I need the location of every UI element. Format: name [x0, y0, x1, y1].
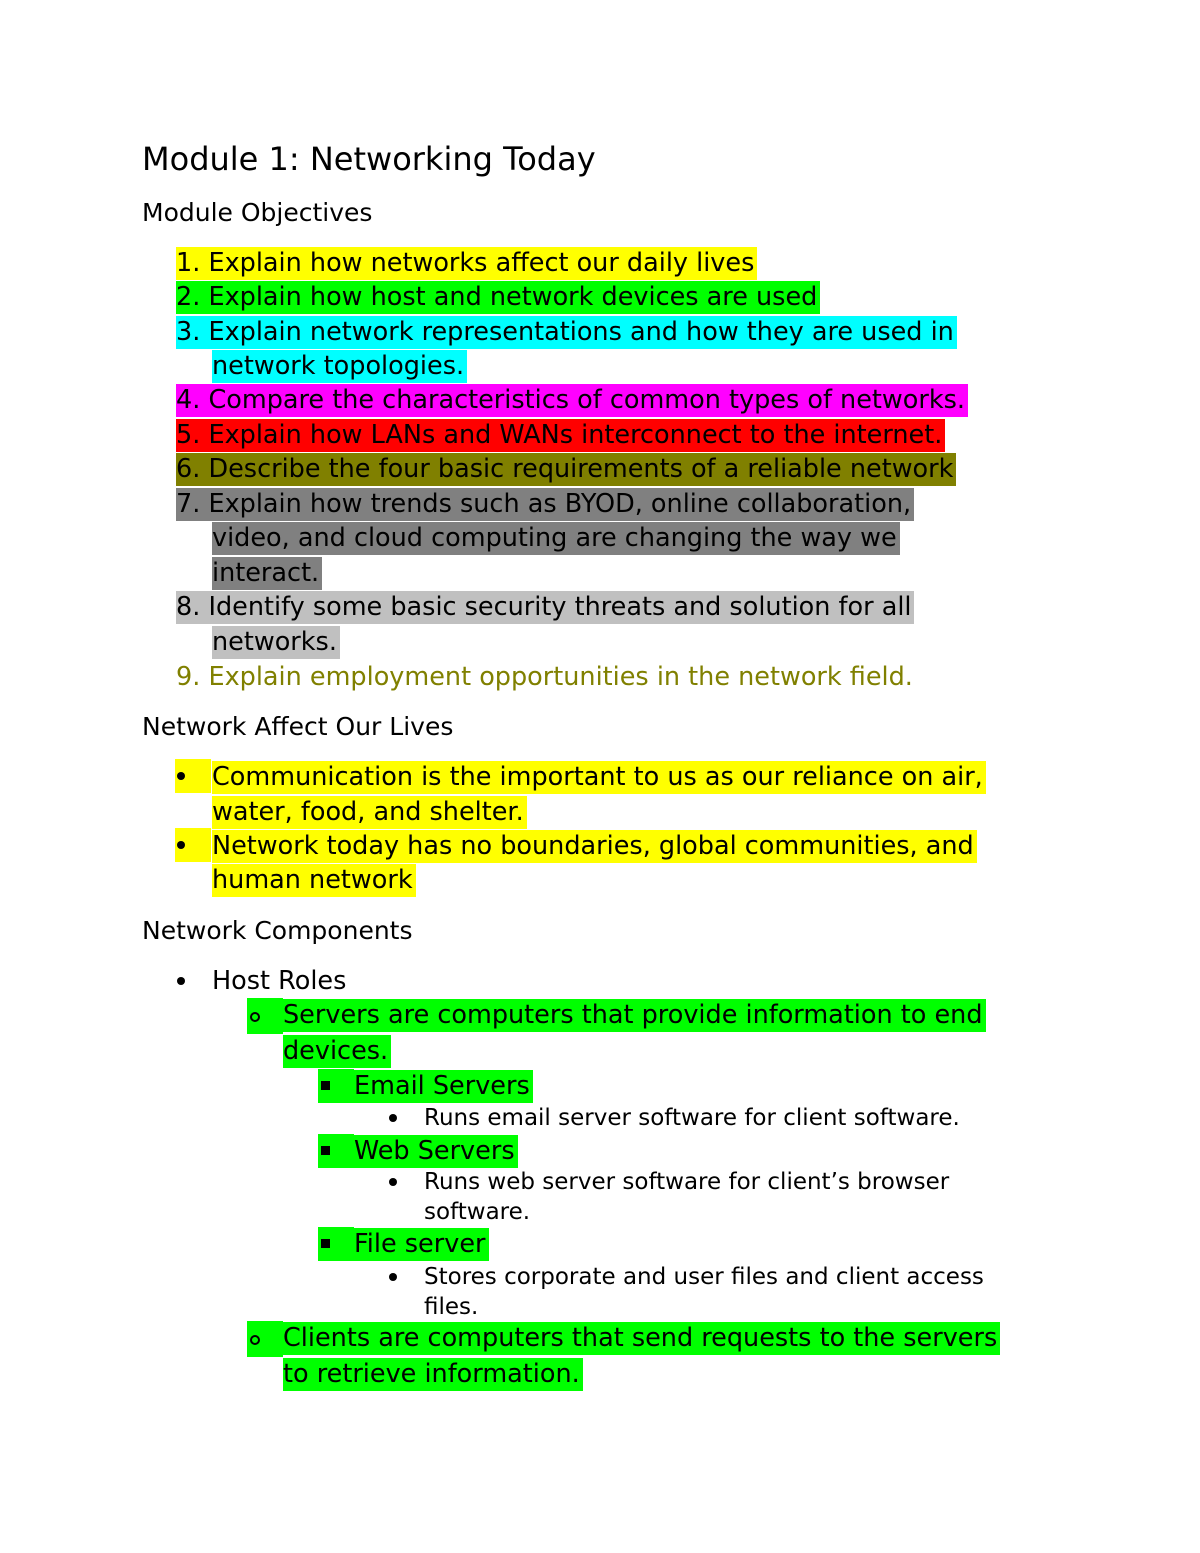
objective-number: 4. [176, 385, 201, 415]
objective-text: networks. [212, 626, 340, 659]
server-type-desc: Stores corporate and user files and client access [424, 1264, 984, 1290]
objective-7-cont-2 [212, 556, 322, 590]
objective-9 [176, 660, 913, 694]
server-type-desc: Runs email server software for client software. [424, 1105, 960, 1131]
server-type-email [354, 1069, 533, 1103]
lives-item-text: Communication is the important to us as our reliance on air, [212, 761, 986, 794]
bullet-dot-icon [177, 977, 185, 985]
server-type-name: File server [354, 1228, 489, 1261]
objective-1 [176, 246, 757, 280]
objective-number: 5. [176, 420, 201, 450]
components-heading: Network Components [142, 916, 413, 945]
clients-item [283, 1321, 1000, 1355]
servers-text: devices. [283, 1035, 391, 1068]
server-type-name: Web Servers [354, 1135, 518, 1168]
objective-number: 8. [176, 592, 201, 622]
clients-item-cont [283, 1357, 583, 1391]
objective-6 [176, 452, 956, 486]
servers-item-cont [283, 1034, 391, 1068]
bullet-dot-icon [389, 1178, 397, 1186]
bullet-dot-icon [389, 1114, 397, 1122]
objective-3-cont [212, 349, 467, 383]
objective-text: video, and cloud computing are changing the way we [212, 522, 900, 555]
objective-7-cont-1 [212, 521, 900, 555]
lives-item-text: human network [212, 864, 416, 897]
server-type-name: Email Servers [354, 1070, 533, 1103]
objective-7 [176, 487, 914, 521]
objective-text: Explain how LANs and WANs interconnect to the internet. [208, 420, 943, 450]
lives-item-2 [212, 829, 977, 863]
objective-number: 2. [176, 282, 201, 312]
bullet-square-icon [321, 1146, 330, 1155]
objective-text: interact. [212, 557, 322, 590]
objective-number: 1. [176, 248, 201, 278]
servers-item [283, 998, 986, 1032]
lives-item-text: Network today has no boundaries, global communities, and [212, 830, 977, 863]
objective-3 [176, 315, 957, 349]
bullet-circle-icon [250, 1335, 260, 1345]
objective-2 [176, 280, 820, 314]
objective-text: Describe the four basic requirements of a reliable network [208, 454, 954, 484]
objective-number: 3. [176, 317, 201, 347]
bullet-square-icon [321, 1239, 330, 1248]
objective-number: 6. [176, 454, 201, 484]
server-type-desc: Runs web server software for client’s browser [424, 1169, 950, 1195]
bullet-circle-icon [250, 1012, 260, 1022]
objective-text: Explain network representations and how they are used in [208, 317, 954, 347]
objective-text: Explain how trends such as BYOD, online collaboration, [208, 489, 912, 519]
objective-4 [176, 383, 968, 417]
objective-text: Explain employment opportunities in the network field. [208, 662, 913, 692]
objectives-heading: Module Objectives [142, 198, 373, 227]
objective-number: 9. [176, 662, 201, 692]
host-roles-item: Host Roles [212, 966, 347, 996]
server-type-file [354, 1227, 489, 1261]
objective-text: Explain how host and network devices are used [208, 282, 818, 312]
bullet-square-icon [321, 1081, 330, 1090]
page-title: Module 1: Networking Today [142, 140, 596, 178]
lives-item-text: water, food, and shelter. [212, 796, 527, 829]
clients-text: to retrieve information. [283, 1358, 583, 1391]
objective-text: network topologies. [212, 350, 467, 383]
servers-text: Servers are computers that provide information to end [283, 999, 986, 1032]
lives-item-1-cont [212, 795, 527, 829]
bullet-dot-icon [389, 1273, 397, 1281]
objective-number: 7. [176, 489, 201, 519]
server-type-desc-cont: software. [424, 1199, 531, 1225]
clients-text: Clients are computers that send requests to the servers [283, 1322, 1000, 1355]
bullet-dot-icon [177, 841, 185, 849]
lives-item-2-cont [212, 863, 416, 897]
objective-8 [176, 590, 914, 624]
lives-item-1 [212, 760, 986, 794]
objective-text: Explain how networks affect our daily lives [208, 248, 755, 278]
objective-8-cont [212, 625, 340, 659]
lives-heading: Network Affect Our Lives [142, 712, 454, 741]
objective-text: Identify some basic security threats and solution for all [208, 592, 912, 622]
objective-5 [176, 418, 945, 452]
server-type-desc-cont: files. [424, 1294, 479, 1320]
objective-text: Compare the characteristics of common types of networks. [208, 385, 965, 415]
bullet-dot-icon [177, 772, 185, 780]
server-type-web [354, 1134, 518, 1168]
